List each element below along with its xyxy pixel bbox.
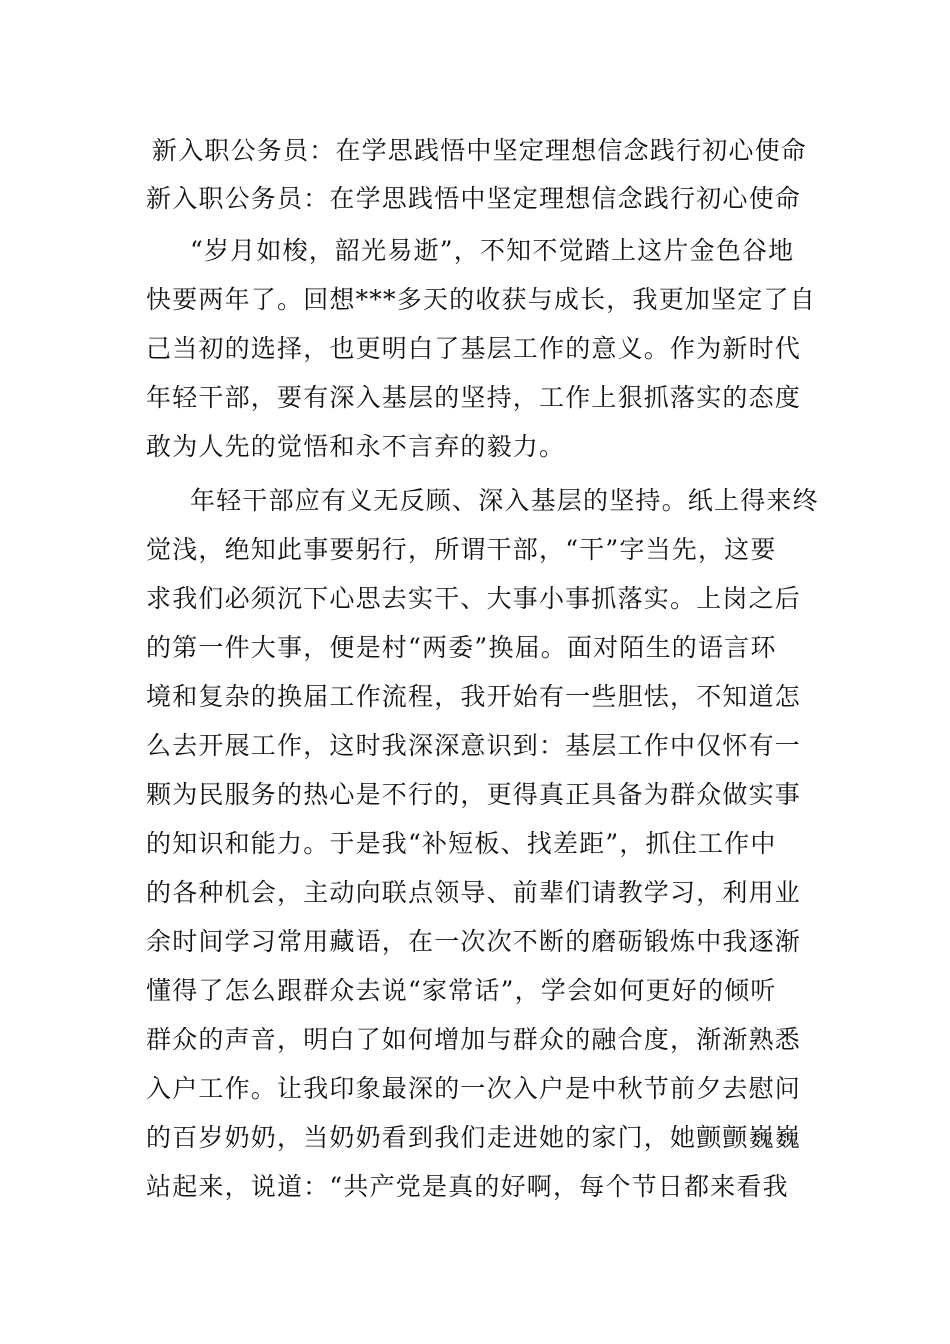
paragraph-2-line-14: 的百岁奶奶，当奶奶看到我们走进她的家门，她颤颤巍巍 bbox=[146, 1123, 802, 1152]
paragraph-1-line-3: 己当初的选择，也更明白了基层工作的意义。作为新时代 bbox=[146, 334, 802, 363]
paragraph-2-line-2: 觉浅，绝知此事要躬行，所谓干部，“干”字当先，这要 bbox=[146, 535, 777, 564]
paragraph-2-line-11: 懂得了怎么跟群众去说“家常话”，学会如何更好的倾听 bbox=[146, 976, 777, 1005]
paragraph-2-line-9: 的各种机会，主动向联点领导、前辈们请教学习，利用业 bbox=[146, 878, 802, 907]
paragraph-2-line-6: 么去开展工作，这时我深深意识到：基层工作中仅怀有一 bbox=[146, 731, 802, 760]
paragraph-2-line-1: 年轻干部应有义无反顾、深入基层的坚持。纸上得来终 bbox=[190, 486, 819, 515]
paragraph-2-line-8: 的知识和能力。于是我“补短板、找差距”，抓住工作中 bbox=[146, 829, 777, 858]
paragraph-2-line-15: 站起来，说道：“共产党是真的好啊，每个节日都来看我 bbox=[146, 1172, 789, 1201]
paragraph-2-line-12: 群众的声音，明白了如何增加与群众的融合度，渐渐熟悉 bbox=[146, 1025, 802, 1054]
paragraph-1-line-1: “岁月如梭，韶光易逝”，不知不觉踏上这片金色谷地 bbox=[190, 236, 795, 265]
paragraph-2-line-10: 余时间学习常用藏语，在一次次不断的磨砺锻炼中我逐渐 bbox=[146, 927, 802, 956]
paragraph-2-line-3: 求我们必须沉下心思去实干、大事小事抓落实。上岗之后 bbox=[146, 584, 802, 613]
document-title: 新入职公务员：在学思践悟中坚定理想信念践行初心使命 bbox=[152, 136, 808, 165]
paragraph-1-line-2: 快要两年了。回想***多天的收获与成长，我更加坚定了自 bbox=[146, 285, 816, 314]
paragraph-2-line-7: 颗为民服务的热心是不行的，更得真正具备为群众做实事 bbox=[146, 780, 802, 809]
paragraph-2-line-5: 境和复杂的换届工作流程，我开始有一些胆怯，不知道怎 bbox=[146, 682, 802, 711]
document-title-duplicate: 新入职公务员：在学思践悟中坚定理想信念践行初心使命 bbox=[146, 184, 802, 213]
paragraph-1-line-5: 敢为人先的觉悟和永不言弃的毅力。 bbox=[146, 432, 566, 461]
paragraph-2-line-13: 入户工作。让我印象最深的一次入户是中秋节前夕去慰问 bbox=[146, 1074, 802, 1103]
paragraph-2-line-4: 的第一件大事，便是村“两委”换届。面对陌生的语言环 bbox=[146, 633, 777, 662]
paragraph-1-line-4: 年轻干部，要有深入基层的坚持，工作上狠抓落实的态度 bbox=[146, 383, 802, 412]
